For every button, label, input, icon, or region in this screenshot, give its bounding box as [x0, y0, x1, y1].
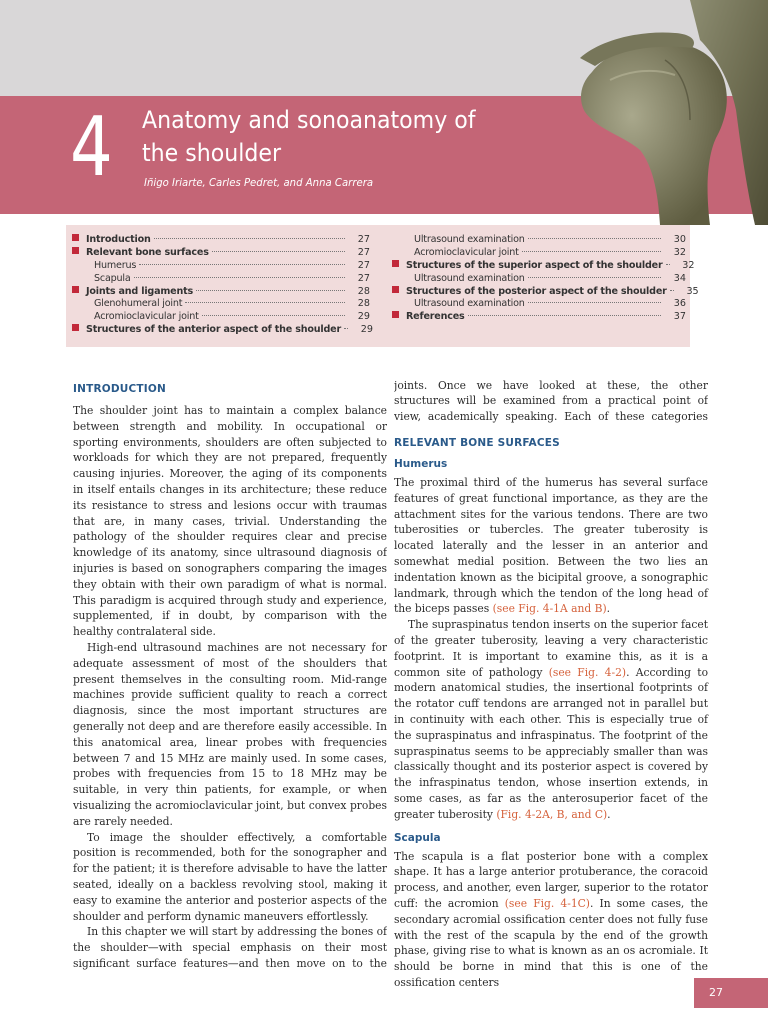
toc-entry-label: References: [406, 311, 465, 323]
toc-bullet-icon: [72, 324, 79, 331]
chapter-number: 4: [70, 100, 112, 195]
toc-entry-page: 28: [357, 285, 370, 297]
toc-entry[interactable]: [392, 311, 686, 324]
toc-dot-leader: [212, 251, 345, 252]
toc-entry-page: 27: [357, 234, 370, 245]
figure-reference: (see Fig. 4-1C): [504, 896, 590, 910]
toc-dot-leader: [154, 238, 345, 239]
toc-entry-label: Scapula: [94, 272, 131, 284]
toc-entry[interactable]: [72, 247, 370, 260]
toc-dot-leader: [468, 315, 661, 316]
paragraph: The shoulder joint has to maintain a complex balance between strength and mobility. In occupational or sporting environments, shoulders are often subjected to workloads for which they are not prepared, frequently causing injuries. Moreover, the aging of its components in itself entails changes in its architecture; these reduce its resistance to stress and lesions occur with traumas that are, in many cases, trivial. Understanding the pathology of the shoulder requires clear and precise knowledge of its anatomy, since ultrasound diagnosis of injuries is based on sonographers comparing the images they obtain with their own paradigm of what is normal. This paradigm is acquired through study and experience, supplemented, if in doubt, by comparison with the healthy contralateral side.: [73, 404, 387, 639]
toc-entry-page: 34: [673, 272, 686, 284]
section-heading-bone-surfaces: RELEVANT BONE SURFACES: [394, 437, 560, 449]
toc-entry-label: Ultrasound examination: [414, 272, 525, 284]
toc-dot-leader: [528, 238, 661, 239]
paragraph-continuation: [394, 378, 708, 425]
subsection-heading-humerus: Humerus: [394, 458, 448, 470]
toc-dot-leader: [196, 290, 345, 291]
toc-dot-leader: [666, 264, 670, 265]
toc-dot-leader: [528, 277, 661, 278]
section-heading-introduction: INTRODUCTION: [73, 383, 166, 395]
toc-entry-label: Structures of the anterior aspect of the shoulder: [86, 324, 341, 336]
toc-entry[interactable]: [392, 259, 695, 273]
toc-entry-page: 27: [357, 246, 370, 258]
toc-bullet-icon: [72, 234, 79, 241]
paragraph: In this chapter we will start by addressing the bones of the shoulder—with special emphasis on their most significant surface features—and then move on to the: [73, 925, 387, 970]
toc-entry-label: Relevant bone surfaces: [86, 246, 209, 258]
table-of-contents: [66, 225, 699, 347]
toc-entry-page: 29: [360, 324, 373, 336]
toc-bullet-icon: [392, 260, 399, 267]
toc-dot-leader: [202, 315, 345, 316]
toc-entry-page: 36: [673, 298, 686, 310]
toc-entry-label: Introduction: [86, 234, 151, 245]
toc-dot-leader: [344, 328, 348, 329]
paragraph-continuation-text: joints. Once we have looked at these, the other structures will be examined from a practical point of view, academically speaking. Each of these categories: [394, 378, 708, 424]
toc-entry[interactable]: [392, 273, 686, 286]
toc-bullet-icon: [72, 247, 79, 254]
text-column-right: [394, 378, 708, 991]
toc-bullet-icon: [72, 286, 79, 293]
page-number: 27: [709, 986, 723, 999]
toc-bullet-icon: [392, 286, 399, 293]
paragraph: The supraspinatus tendon inserts on the superior facet of the greater tuberosity, leaving a very characteristic footprint. It is important to examine this, as it is a common site of pathology (see Fig. 4-2). According to modern anatomical studies, the insertional footprints of the rotator cuff tendons are arranged not in parallel but in continuity with each other. This is especially true of the supraspinatus and infraspinatus. The footprint of the supraspinatus seems to be appreciably smaller than was classically thought and its posterior aspect is covered by the infraspinatus tendon, whose insertion extends, in some cases, as far as the anterosuperior facet of the greater tuberosity (Fig. 4-2A, B, and C).: [394, 618, 709, 821]
toc-entry-label: Glenohumeral joint: [94, 298, 183, 310]
toc-entry-label: Acromioclavicular joint: [414, 246, 519, 258]
toc-entry[interactable]: [72, 286, 370, 299]
toc-column-right: [392, 234, 699, 324]
toc-dot-leader: [670, 290, 674, 291]
toc-entry[interactable]: [72, 234, 370, 247]
toc-entry[interactable]: [392, 234, 686, 247]
toc-entry[interactable]: [392, 285, 699, 299]
toc-entry-page: 35: [686, 285, 699, 297]
toc-entry[interactable]: [392, 298, 686, 311]
chapter-title: Anatomy and sonoanatomy of the shoulder: [142, 106, 476, 167]
paragraph: To image the shoulder effectively, a comfortable position is recommended, both for the sonographer and for the patient; it is therefore advisable to have the latter seated, ideally on a backless revolving stool, making it easy to examine the anterior and posterior aspects of the shoulder and perform dynamic maneuvers effortlessly.: [73, 830, 387, 923]
toc-dot-leader: [134, 277, 345, 278]
toc-entry-page: 28: [357, 298, 370, 310]
toc-entry[interactable]: [392, 247, 686, 260]
toc-entry-label: Acromioclavicular joint: [94, 311, 199, 323]
chapter-authors: Iñigo Iriarte, Carles Pedret, and Anna Carrera: [144, 176, 374, 189]
toc-entry[interactable]: [72, 273, 370, 286]
figure-reference: (Fig. 4-2A, B, and C): [496, 807, 608, 821]
toc-dot-leader: [528, 302, 661, 303]
toc-entry-page: 32: [673, 246, 686, 258]
toc-entry-label: Structures of the posterior aspect of the shoulder: [406, 285, 667, 297]
toc-entry[interactable]: [72, 298, 370, 311]
toc-entry-page: 29: [357, 311, 370, 323]
toc-bullet-icon: [392, 311, 399, 318]
figure-reference: (see Fig. 4-2): [548, 665, 627, 679]
toc-entry[interactable]: [72, 311, 370, 324]
toc-entry-label: Joints and ligaments: [86, 285, 193, 297]
toc-entry-page: 30: [673, 234, 686, 245]
toc-entry-page: 32: [682, 259, 695, 271]
toc-dot-leader: [522, 251, 661, 252]
figure-reference: (see Fig. 4-1A and B): [492, 602, 607, 616]
shoulder-bone-illustration: [540, 0, 768, 225]
paragraph: High-end ultrasound machines are not necessary for adequate assessment of most of the shoulders that present themselves in the consulting room. Mid-range machines provide sufficient quality to reach a correct diagnosis, since the most important structures are generally not deep and are therefore easily accessible. In this anatomical area, linear probes with frequencies between 7 and 15 MHz are mainly used. In some cases, probes with frequencies from 15 to 18 MHz may be suitable, in very thin patients, for example, or when visualizing the acromioclavicular joint, but convex probes are rarely needed.: [73, 640, 387, 828]
toc-dot-leader: [185, 302, 345, 303]
toc-entry-label: Ultrasound examination: [414, 234, 525, 245]
toc-column-left: [72, 234, 373, 337]
toc-entry-page: 37: [673, 311, 686, 323]
toc-entry-label: Structures of the superior aspect of the shoulder: [406, 259, 663, 271]
toc-entry[interactable]: [72, 324, 373, 337]
toc-entry-label: Humerus: [94, 259, 137, 271]
toc-dot-leader: [139, 264, 345, 265]
page-number-tab: [694, 978, 768, 1008]
toc-entry-label: Ultrasound examination: [414, 298, 525, 310]
toc-entry-page: 27: [357, 259, 370, 271]
paragraph: The scapula is a flat posterior bone with a complex shape. It has a large anterior protuberance, the coracoid process, and another, even larger, superior to the rotator cuff: the acromion (see Fig. 4-1C). In some cases, the secondary acromial ossification center does not fully fuse with the rest of the scapula by the end of the growth phase, giving rise to what is known as an os acromiale. It should be borne in mind that this is one of the ossification centers: [394, 849, 708, 989]
toc-entry-page: 27: [357, 272, 370, 284]
text-column-left: [73, 378, 387, 972]
paragraph: The proximal third of the humerus has several surface features of great functional importance, as they are the attachment sites for the various tendons. There are two tuberosities or tubercles. The greater tuberosity is located laterally and the lesser in an anterior and somewhat medial position. Between the two lies an indentation known as the bicipital groove, a sonographic landmark, through which the tendon of the long head of the biceps passes (see Fig. 4-1A and B).: [394, 476, 708, 616]
subsection-heading-scapula: Scapula: [394, 831, 441, 844]
toc-entry[interactable]: [72, 260, 370, 273]
